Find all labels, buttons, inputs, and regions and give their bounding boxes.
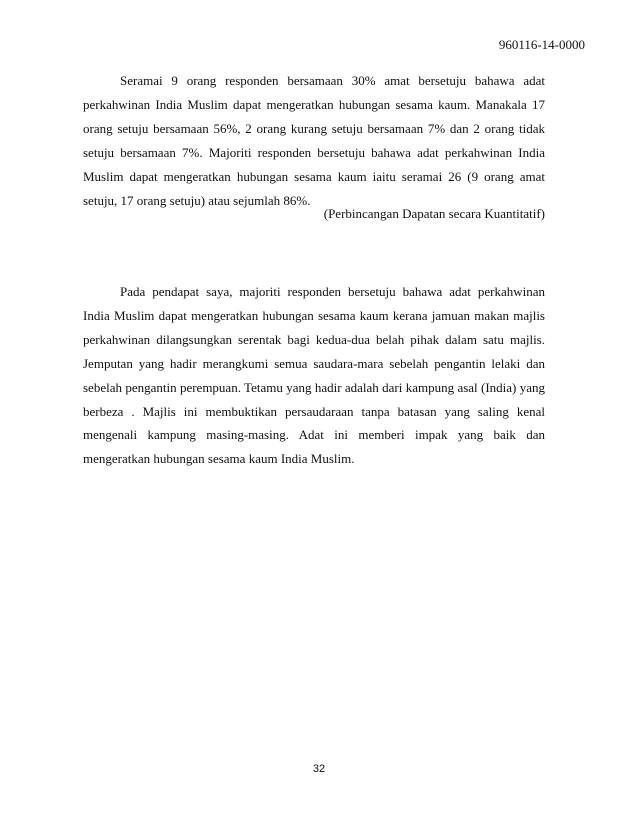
paragraph-discussion: Pada pendapat saya, majoriti responden bersetuju bahawa adat perkahwinan India Muslim dapat mengeratkan hubungan sesama kaum kerana jamuan makan majlis perkahwinan dilangsungkan serentak bagi kedua-dua belah pihak dalam satu majlis. Jemputan yang hadir merangkumi semua saudara-mara sebelah pengantin lelaki dan sebelah pengantin perempuan. Tetamu yang hadir adalah dari kampung asal (India) yang berbeza . Majlis ini membuktikan persaudaraan tanpa batasan yang saling kenal mengenali kampung masing-masing. Adat ini memberi impak yang baik dan mengeratkan hubungan sesama kaum India Muslim. — [83, 284, 545, 467]
citation: (Perbincangan Dapatan secara Kuantitatif) — [323, 206, 545, 221]
document-id: 960116-14-0000 — [498, 37, 585, 52]
page-number: 32 — [312, 763, 326, 775]
paragraph-quantitative-results: Seramai 9 orang responden bersamaan 30% amat bersetuju bahawa adat perkahwinan India Muslim dapat mengeratkan hubungan sesama kaum. Manakala 17 orang setuju bersamaan 56%, 2 orang kurang setuju bersamaan 7% dan 2 orang tidak setuju bersamaan 7%. Majoriti responden bersetuju bahawa adat perkahwinan India Muslim dapat mengeratkan hubungan sesama kaum iaitu seramai 26 (9 orang amat setuju, 17 orang setuju) atau sejumlah 86%. — [83, 73, 545, 208]
